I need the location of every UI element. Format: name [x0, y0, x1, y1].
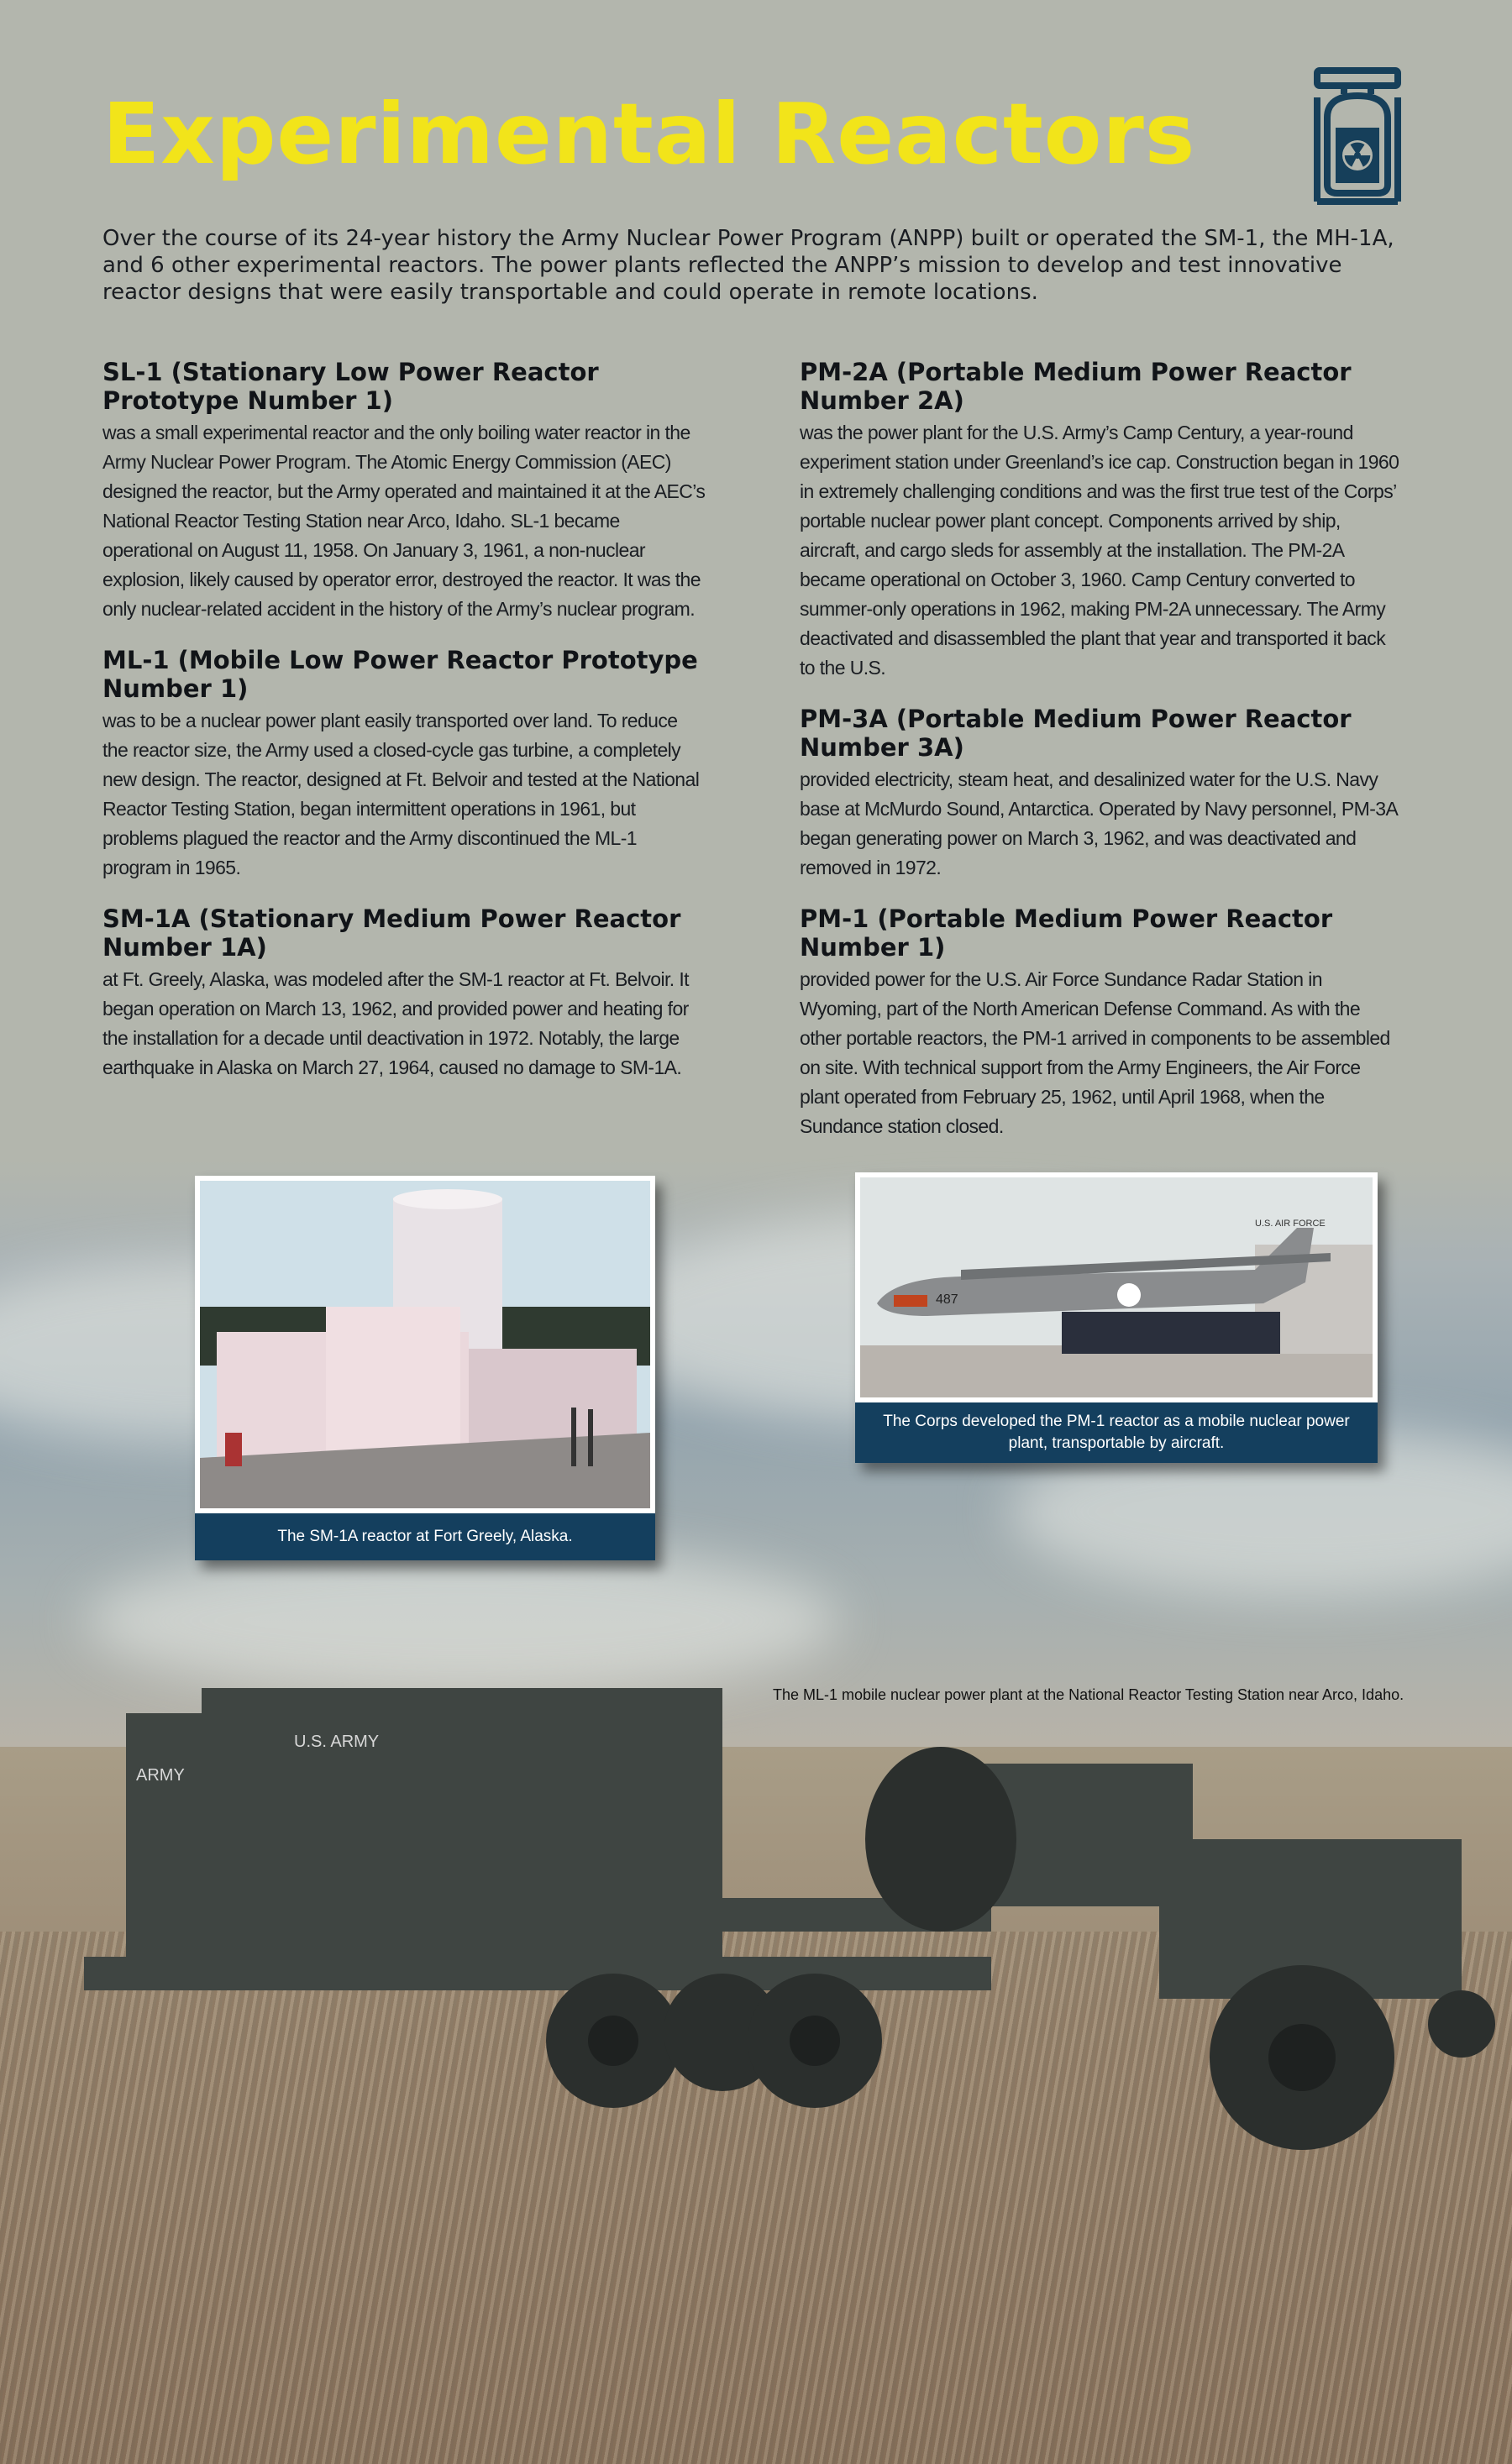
section-body: was the power plant for the U.S. Army’s Camp Century, a year-round experiment station under Greenland’s ice cap. Construction began in 1960 in extremely challenging conditions and was the first true test of the Corps’ portable nuclear power plant concept. Components arrived by ship, aircraft, and cargo sleds for assembly at the installation. The PM-2A became operational on October 3, 1960. Camp Century converted to summer-only operations in 1962, making PM-2A unnecessary. The Army deactivated and disassembled the plant that year and transported it back to the U.S.	[800, 422, 1399, 679]
section-sl1	[102, 358, 707, 624]
section-body: provided electricity, steam heat, and desalinized water for the U.S. Navy base at McMurdo Sound, Antarctica. Operated by Navy personnel, PM-3A began generating power on March 3, 1962, and was deactivated and removed in 1972.	[800, 768, 1397, 878]
section-body: was a small experimental reactor and the only boiling water reactor in the Army Nuclear Power Program. The Atomic Energy Commission (AEC) designed the reactor, but the Army operated and maintained it at the AEC’s National Reactor Testing Station near Arco, Idaho. SL-1 became operational on August 11, 1958. On January 3, 1961, a non-nuclear explosion, likely caused by operator error, destroyed the reactor. It was the only nuclear-related accident in the history of the Army’s nuclear program.	[102, 422, 706, 620]
section-heading: SL-1 (Stationary Low Power Reactor Prototype Number 1)	[102, 358, 599, 415]
pm1-aircraft-marking: U.S. AIR FORCE	[1255, 1219, 1326, 1229]
pm1-photo-card	[855, 1172, 1378, 1463]
pm1-tail-number: 487	[936, 1292, 958, 1307]
section-heading: PM-2A (Portable Medium Power Reactor Number 2A)	[800, 358, 1352, 415]
ml1-truck-photo	[67, 1671, 1495, 2175]
section-sm1a	[102, 904, 707, 1083]
section-body: was to be a nuclear power plant easily transported over land. To reduce the reactor size, the Army used a closed-cycle gas turbine, a completely new design. The reactor, designed at Ft. Belvoir and tested at the National Reactor Testing Station, began intermittent operations in 1961, but problems plagued the reactor and the Army discontinued the ML-1 program in 1965.	[102, 710, 700, 878]
right-column	[800, 358, 1404, 1163]
reactor-vessel-icon	[1310, 67, 1404, 210]
section-ml1	[102, 646, 707, 883]
left-column	[102, 358, 707, 1104]
pm1-caption: The Corps developed the PM-1 reactor as a mobile nuclear power plant, transportable by aircraft.	[855, 1402, 1378, 1463]
sm1a-photo-card	[195, 1176, 655, 1560]
intro-paragraph: Over the course of its 24-year history the Army Nuclear Power Program (ANPP) built or operated the SM-1, the MH-1A, and 6 other experimental reactors. The power plants reflected the ANPP’s mission to develop and test innovative reactor designs that were easily transportable and could operate in remote locations.	[102, 226, 1394, 305]
pm1-photo	[860, 1177, 1373, 1397]
sm1a-caption: The SM-1A reactor at Fort Greely, Alaska.	[195, 1513, 655, 1560]
ml1-caption: The ML-1 mobile nuclear power plant at the National Reactor Testing Station near Arco, Idaho.	[773, 1686, 1404, 1703]
section-pm2a	[800, 358, 1404, 683]
section-heading: PM-3A (Portable Medium Power Reactor Number 3A)	[800, 705, 1352, 762]
ml1-trailer-marking: U.S. ARMY	[294, 1733, 380, 1751]
section-body: provided power for the U.S. Air Force Sundance Radar Station in Wyoming, part of the North American Defense Command. As with the other portable reactors, the PM-1 arrived in components to be assembled on site. With technical support from the Army Engineers, the Air Force plant operated from February 25, 1962, until April 1968, when the Sundance station closed.	[800, 968, 1390, 1137]
section-pm3a	[800, 705, 1404, 883]
section-pm1	[800, 904, 1404, 1141]
ml1-cab-marking: ARMY	[136, 1766, 185, 1785]
section-heading: ML-1 (Mobile Low Power Reactor Prototype Number 1)	[102, 646, 698, 703]
section-heading: PM-1 (Portable Medium Power Reactor Number 1)	[800, 904, 1333, 962]
sm1a-photo	[200, 1181, 650, 1508]
section-heading: SM-1A (Stationary Medium Power Reactor Number 1A)	[102, 904, 681, 962]
page-title: Experimental Reactors	[102, 85, 1196, 183]
section-body: at Ft. Greely, Alaska, was modeled after the SM-1 reactor at Ft. Belvoir. It began operation on March 13, 1962, and provided power and heating for the installation for a decade until deactivation in 1972. Notably, the large earthquake in Alaska on March 27, 1964, caused no damage to SM-1A.	[102, 968, 689, 1078]
